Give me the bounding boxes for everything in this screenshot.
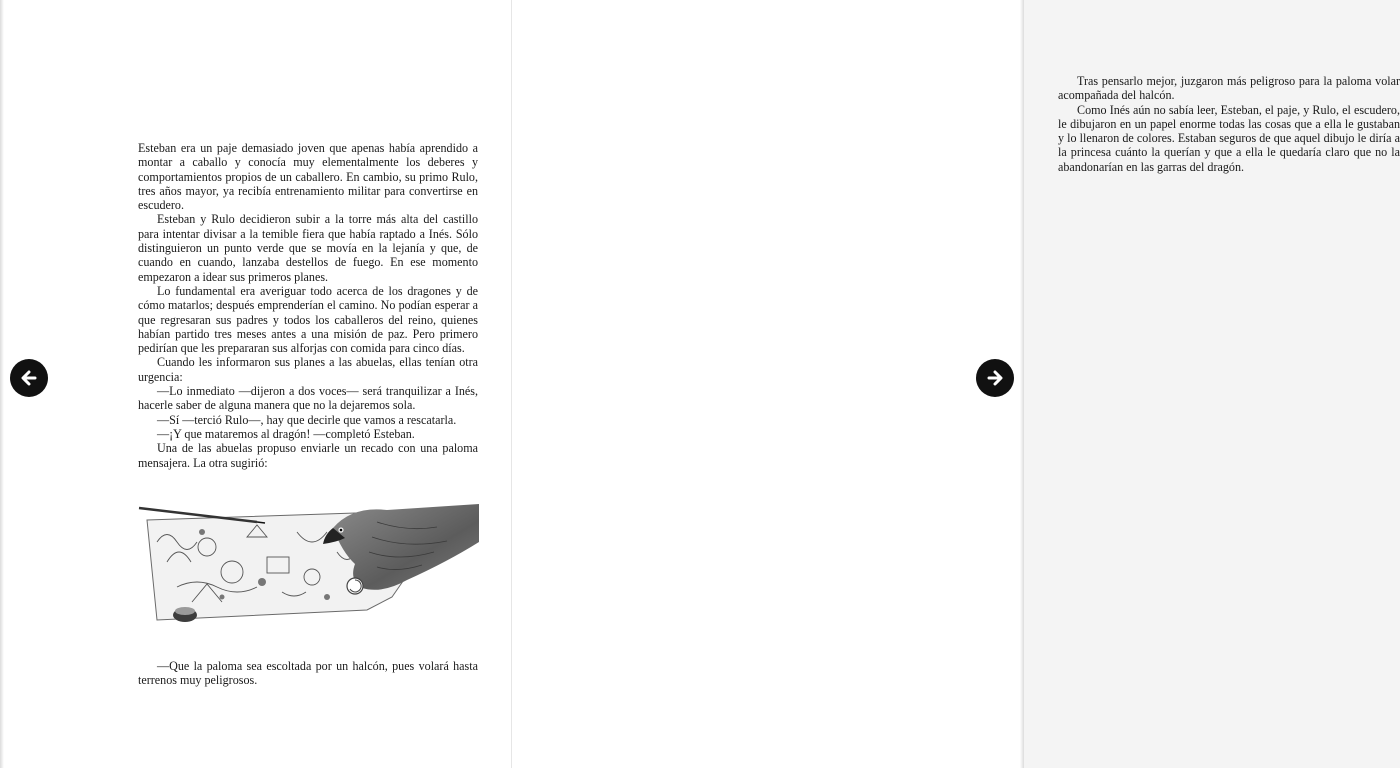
right-page-text bbox=[1058, 74, 1400, 174]
paragraph: —Lo inmediato —dijeron a dos voces— será tranquilizar a Inés, hacerle saber de alguna manera que no la dejaremos sola. bbox=[138, 384, 478, 413]
paragraph: Esteban y Rulo decidieron subir a la torre más alta del castillo para intentar divisar a la temible fiera que había raptado a Inés. Sólo distinguieron un punto verde que se movía en la lejanía y que, de cuando en cuando, lanzaba destellos de fuego. En ese momento empezaron a idear sus primeros planes. bbox=[138, 212, 478, 284]
right-page bbox=[512, 0, 1400, 768]
paragraph: Lo fundamental era averiguar todo acerca de los dragones y de cómo matarlos; después emprenderían el camino. No podían esperar a que regresaran sus padres y todos los caballeros del reino, quienes habían partido tres meses antes a una misión de paz. Pero primero pedirían que les prepararan sus alforjas con comida para cinco días. bbox=[138, 283, 478, 356]
right-page-edge bbox=[1020, 0, 1024, 768]
paragraph: Como Inés aún no sabía leer, Esteban, el paje, y Rulo, el escudero, le dibujaron en un papel enorme todas las cosas que a ella le gustaban y lo llenaron de colores. Estaban seguros de que aquel dibujo le diría a la princesa cuánto la querían y que a ella le quedaría claro que no la abandonarían en las garras del dragón. bbox=[1058, 102, 1400, 174]
previous-page-button[interactable] bbox=[10, 359, 48, 397]
left-page-edge bbox=[0, 0, 4, 768]
left-page bbox=[0, 0, 512, 768]
paragraph: —Sí —terció Rulo—, hay que decirle que vamos a rescatarla. bbox=[157, 412, 457, 427]
paragraph: Cuando les informaron sus planes a las abuelas, ellas tenían otra urgencia: bbox=[138, 355, 478, 384]
arrow-right-icon bbox=[985, 368, 1005, 388]
next-page-button[interactable] bbox=[976, 359, 1014, 397]
paragraph: Tras pensarlo mejor, juzgaron más peligroso para la paloma volar acompañada del halcón. bbox=[1058, 74, 1400, 103]
arrow-left-icon bbox=[19, 368, 39, 388]
paragraph: Una de las abuelas propuso enviarle un recado con una paloma mensajera. La otra sugirió: bbox=[138, 441, 478, 470]
paragraph: Esteban era un paje demasiado joven que apenas había aprendido a montar a caballo y conocía muy elementalmente los deberes y comportamientos propios de un caballero. En cambio, su primo Rulo, tres años mayor, ya recibía entrenamiento militar para convertirse en escudero. bbox=[138, 141, 478, 213]
paragraph: —Que la paloma sea escoltada por un halcón, pues volará hasta terrenos muy peligrosos. bbox=[138, 659, 478, 688]
paragraph: —¡Y que mataremos al dragón! —completó Esteban. bbox=[157, 426, 415, 441]
left-page-bottom-text bbox=[138, 659, 478, 688]
left-page-text bbox=[138, 141, 478, 470]
illustration-dove-drawing bbox=[137, 502, 479, 634]
